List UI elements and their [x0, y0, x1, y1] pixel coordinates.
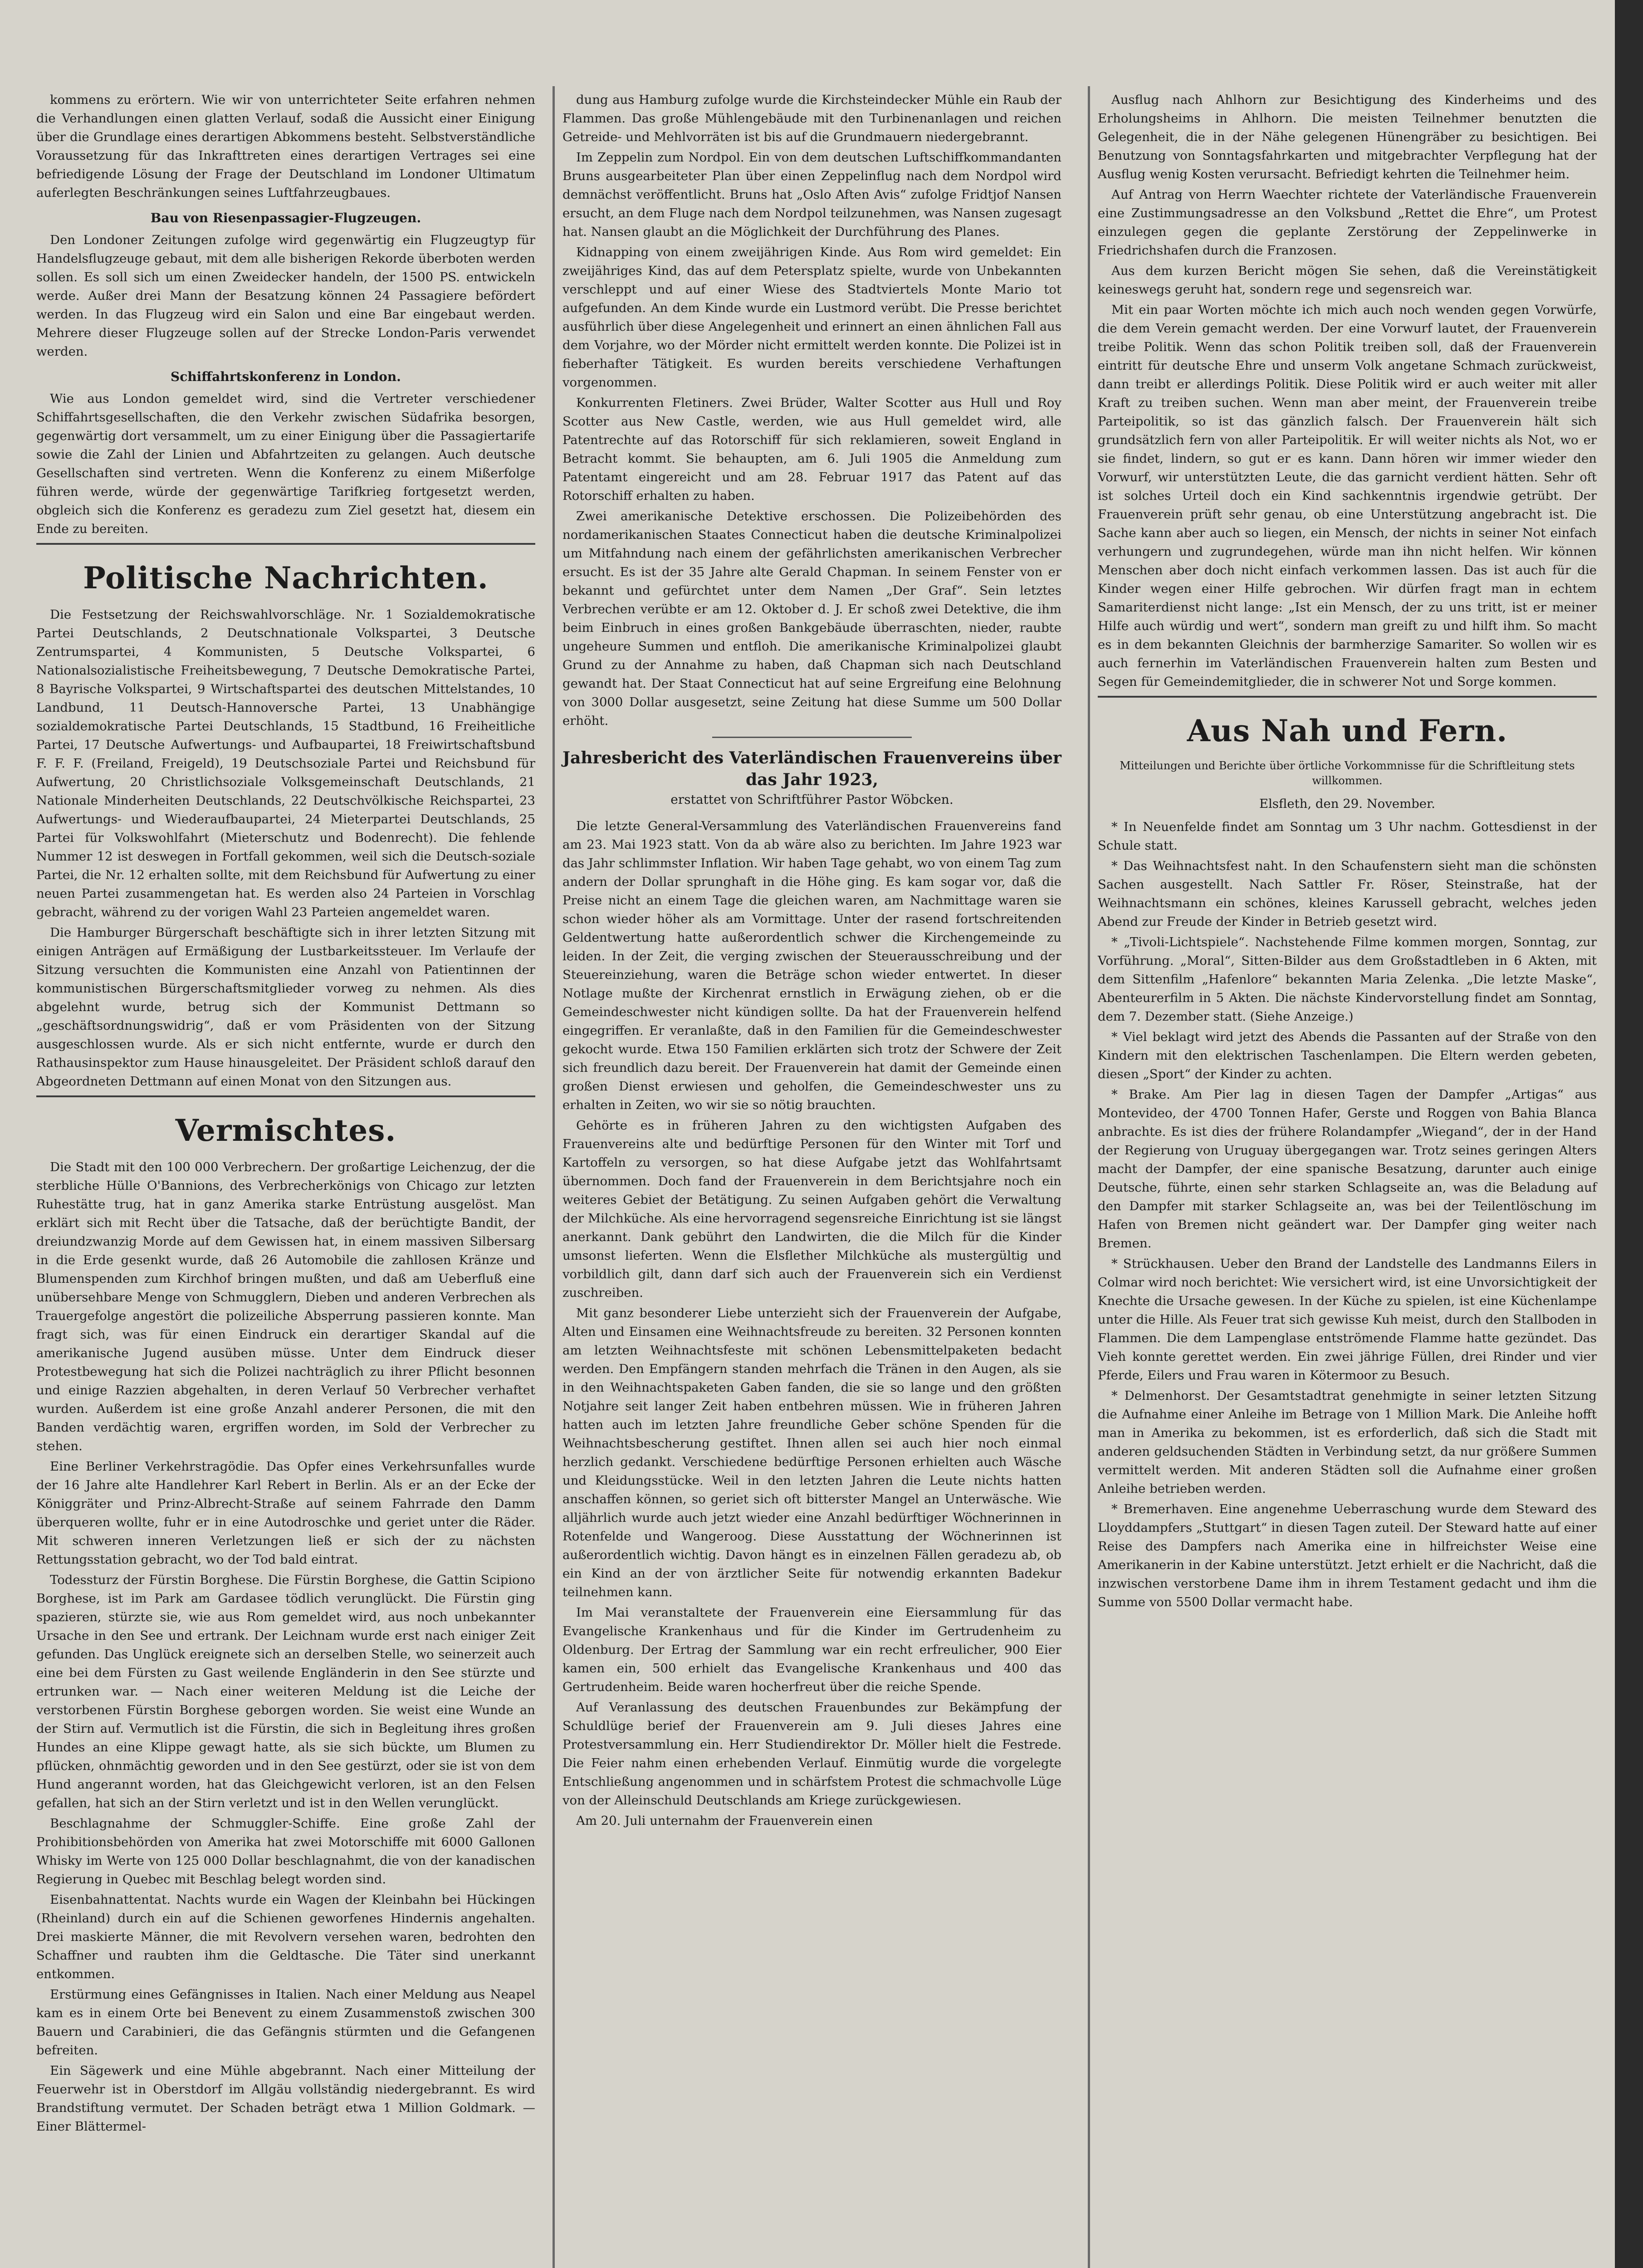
article-heading: Bau von Riesenpassagier-Flugzeugen. [150, 210, 421, 225]
article-paragraph: Die Hamburger Bürgerschaft beschäftigte sich in ihrer letzten Sitzung mit einigen Anträgen auf Ermäßigung der Lustbarkeitssteuer. Im Verlaufe der Sitzung versuchten die Kommunisten eine Anzahl von Patientinnen der kommunistischen Bürgerschaftsmitglieder vorweg zu nehmen. Als dies abgelehnt wurde, betrug sich der Kommunist Dettmann so „geschäftsordnungswidrig“, daß er vom Präsidenten von der Sitzung ausgeschlossen wurde. Als er sich nicht entfernte, wurde er durch den Rathausinspektor zum Hause hinausgeleitet. Der Präsident schloß darauf den Abgeordneten Dettmann auf einen Monat von den Sitzungen aus. [36, 925, 535, 1089]
article-paragraph: Den Londoner Zeitungen zufolge wird gegenwärtig ein Flugzeugtyp für Handelsflugzeuge gebaut, mit dem alle bisherigen Rekorde überboten werden sollen. Es soll sich um einen Zweidecker handeln, der 1500 PS. entwickeln werde. Außer drei Mann der Besatzung können 24 Passagiere befördert werden. In das Flugzeug wird ein Salon und eine Bar eingebaut werden. Mehrere dieser Flugzeuge sollen auf der Strecke London-Paris verwendet werden. [36, 233, 535, 359]
article-paragraph: dung aus Hamburg zufolge wurde die Kirchsteindecker Mühle ein Raub der Flammen. Das große Mühlengebäude mit den Turbinenanlagen und reichen Getreide- und Mehlvorräten ist bis auf die Grundmauern niedergebrannt. [562, 93, 1061, 144]
section-divider [36, 1095, 535, 1097]
news-item: * Das Weihnachtsfest naht. In den Schaufenstern sieht man die schönsten Sachen ausgestellt. Nach Sattler Fr. Röser, Steinstraße, hat der Weihnachtsmann ein schönes, kleines Karussell gebracht, welches jeden Abend zur Freude der Kinder in Betrieb gesetzt wird. [1098, 859, 1597, 929]
article-separator [712, 737, 912, 738]
article-heading: Schiffahrtskonferenz in London. [171, 369, 401, 384]
news-item: * „Tivoli-Lichtspiele“. Nachstehende Filme kommen morgen, Sonntag, zur Vorführung. „Moral“, Sitten-Bilder aus dem Großstadtleben in 6 Akten, mit dem Sittenfilm „Hafenlore“ bekannten Maria Zelenka. „Die letzte Maske“, Abenteurerfilm in 5 Akten. Die nächste Kindervorstellung findet am Sonntag, dem 7. Dezember statt. (Siehe Anzeige.) [1098, 935, 1597, 1024]
report-byline: erstattet von Schriftführer Pastor Wöbcken. [670, 792, 954, 807]
article-paragraph: Zwei amerikanische Detektive erschossen. Die Polizeibehörden des nordamerikanischen Staates Connecticut haben die deutsche Kriminalpolizei um Mitfahndung nach einem der gefährlichsten amerikanischen Verbrecher ersucht. Es ist der 35 Jahre alte Gerald Chapman. In seinem Fenster von er bekannt und gefürchtet unter dem Namen „Der Graf“. Sein letztes Verbrechen verübte er am 12. Oktober d. J. Er schoß zwei Detektive, die ihm beim Einbruch in eines großen Bankgebäude überraschten, nieder, raubte ungeheure Summen und entfloh. Die amerikanische Kriminalpolizei glaubt Grund zu der Annahme zu haben, daß Chapman sich nach Deutschland gewandt hat. Der Staat Connecticut hat auf seine Ergreifung eine Belohnung von 3000 Dollar ausgesetzt, seine Zeitung hat diese Summe um 500 Dollar erhöht. [562, 509, 1061, 728]
section-title-local: Aus Nah und Fern. [1187, 713, 1508, 748]
article-paragraph: Beschlagnahme der Schmuggler-Schiffe. Eine große Zahl der Prohibitionsbehörden von Amerika hat zwei Motorschiffe mit 6000 Gallonen Whisky im Werte von 125 000 Dollar beschlagnahmt, die von der kanadischen Regierung in Quebec mit Beschlag belegt worden sind. [36, 1816, 535, 1887]
column-rule [1088, 86, 1090, 2268]
article-paragraph: Eine Berliner Verkehrstragödie. Das Opfer eines Verkehrsunfalles wurde der 16 Jahre alte Handlehrer Karl Rebert in Berlin. Als er an der Ecke der Königgräter und Prinz-Albrecht-Straße auf seinem Fahrrade den Damm überqueren wollte, fuhr er in eine Autodroschke und geriet unter die Räder. Mit schweren inneren Verletzungen ließ er sich der zu nächsten Rettungsstation gebracht, wo der Tod bald eintrat. [36, 1459, 535, 1567]
column-rule [553, 86, 555, 2268]
article-paragraph: Im Zeppelin zum Nordpol. Ein von dem deutschen Luftschiffkommandanten Bruns ausgearbeiteter Plan über einen Zeppelinflug nach dem Nordpol wird demnächst veröffentlicht. Bruns hat „Oslo Aften Avis“ zufolge Fridtjof Nansen ersucht, an dem Fluge nach dem Nordpol teilzunehmen, was Nansen zugesagt hat. Nansen glaubt an die Möglichkeit der Durchführung des Planes. [562, 150, 1061, 239]
section-divider [36, 543, 535, 545]
article-paragraph: Todessturz der Fürstin Borghese. Die Fürstin Borghese, die Gattin Scipiono Borghese, ist im Park am Gardasee tödlich verunglückt. Die Fürstin ging spazieren, stürzte sie, wie aus Rom gemeldet wird, aus noch unbekannter Ursache in den See und ertrank. Der Leichnam wurde erst nach einiger Zeit gefunden. Das Unglück ereignete sich an derselben Stelle, wo seinerzeit auch eine bei dem Fürsten zu Gast weilende Engländerin in den See stürzte und ertrunken war. — Nach einer weiteren Meldung ist die Leiche der verstorbenen Fürstin Borghese geborgen worden. Sie weist eine Wunde an der Stirn auf. Vermutlich ist die Fürstin, die sich in Begleitung ihres großen Hundes an eine Klippe gewagt hatte, als sie sich bückte, um Blumen zu pflücken, ohnmächtig geworden und in den See gestürzt, oder sie ist von dem Hund angerannt worden, hat das Gleichgewicht verloren, ist an den Felsen gefallen, hat sich an der Stirn verletzt und ist in den Wellen verunglückt. [36, 1573, 535, 1810]
article-paragraph: Eisenbahnattentat. Nachts wurde ein Wagen der Kleinbahn bei Hückingen (Rheinland) durch ein auf die Schienen geworfenes Hindernis angehalten. Drei maskierte Männer, die mit Revolvern versehen waren, bedrohten den Schaffner und raubten ihm die Geldtasche. Die Täter sind unerkannt entkommen. [36, 1892, 535, 1981]
section-title-misc: Vermischtes. [175, 1113, 396, 1148]
news-item: * Strückhausen. Ueber den Brand der Landstelle des Landmanns Eilers in Colmar wird noch berichtet: Wie versichert wird, ist eine Unvorsichtigkeit der Knechte die Ursache gewesen. In der Küche zu spielen, ist eine Küchenlampe unter die Hille. Als Feuer trat sich gewisse Kuh meist, durch den Stallboden in Flammen. Die dem Lampenglase entströmende Flamme hatte gezündet. Das Vieh konnte gerettet werden. Ein zwei jährige Füllen, drei Rinder und vier Pferde, Eilers und Frau waren in Kötermoor zu Besuch. [1098, 1256, 1597, 1383]
section-intro: Mitteilungen und Berichte über örtliche Vorkommnisse für die Schriftleitung stets willkommen. [1120, 759, 1575, 787]
article-paragraph: Ein Sägewerk und eine Mühle abgebrannt. Nach einer Mitteilung der Feuerwehr ist in Oberstdorf im Allgäu vollständig niedergebrannt. Es wird Brandstiftung vermutet. Der Schaden beträgt etwa 1 Million Goldmark. — Einer Blättermel- [36, 2063, 535, 2134]
section-title-politics: Politische Nachrichten. [83, 560, 489, 596]
article-paragraph: Kidnapping von einem zweijährigen Kinde. Aus Rom wird gemeldet: Ein zweijähriges Kind, das auf dem Petersplatz spielte, wurde von Unbekannten verschleppt und auf einer Wiese des Stadtviertels Monte Mario tot aufgefunden. An dem Kinde wurde ein Lustmord verübt. Die Presse berichtet ausführlich über diese Angelegenheit und erinnert an einen ähnlichen Fall aus dem Vorjahre, wo der Mörder nicht ermittelt werden konnte. Die Polizei ist in fieberhafter Tätigkeit. Es wurden bereits verschiedene Verhaftungen vorgenommen. [562, 245, 1061, 390]
news-item: * In Neuenfelde findet am Sonntag um 3 Uhr nachm. Gottesdienst in der Schule statt. [1098, 820, 1597, 853]
column-1 [36, 91, 535, 2138]
article-paragraph: Mit ganz besonderer Liebe unterzieht sich der Frauenverein der Aufgabe, Alten und Einsamen eine Weihnachtsfreude zu bereiten. 32 Personen konnten am letzten Weihnachtsfeste mit schönen Lebensmittelpaketen bedacht werden. Den Empfängern standen mehrfach die Tränen in den Augen, als sie in den Weihnachtspaketen Gaben fanden, die sie so lange und den größten Notjahre seit langer Zeit haben entbehren müssen. Wie in früheren Jahren hatten auch im letzten Jahre freundliche Geber schöne Spenden für die Weihnachtsbescherung gestiftet. Ihnen allen sei auch hier noch einmal herzlich gedankt. Verschiedene bedürftige Personen erhielten auch Wäsche und Kleidungsstücke. Weil in den letzten Jahren die Leute nichts hatten anschaffen können, so geriet sich oft bitterster Mangel an Unterwäsche. Wie alljährlich wurde auch jetzt wieder eine Anzahl bedürftiger Wöchnerinnen in Rotenfelde und Wangeroog. Diese Ausstattung der Wöchnerinnen ist außerordentlich wichtig. Davon hängt es in einzelnen Fällen geradezu ab, ob ein Kind an der von ärztlicher Seite für notwendig erkannten Badekur teilnehmen kann. [562, 1306, 1061, 1599]
article-paragraph: Die Stadt mit den 100 000 Verbrechern. Der großartige Leichenzug, der die sterbliche Hülle O'Bannions, des Verbrecherkönigs von Chicago zur letzten Ruhestätte trug, hat in ganz Amerika starke Entrüstung ausgelöst. Man erklärt sich mit Recht über die Tatsache, daß der berüchtigte Bandit, der dreiundzwanzig Morde auf dem Gewissen hat, in einem massiven Silbersarg in die Erde gesenkt wurde, daß 26 Automobile die zahllosen Kränze und Blumenspenden zum Kirchhof bringen mußten, und daß am Ueberfluß eine unübersehbare Menge von Schmugglern, Dieben und anderen Verbrechen als Trauergefolge angestört die polizeiliche Absperrung passieren konnte. Man fragt sich, was für einen Eindruck ein derartiger Skandal auf die amerikanische Jugend ausüben müsse. Unter dem Eindruck dieser Protestbewegung hat sich die Polizei nachträglich zu ihrer Pflicht besonnen und einige Razzien abgehalten, in deren Verlauf 50 Verbrecher verhaftet wurden. Außerdem ist eine große Anzahl anderer Personen, die mit den Banden verdächtig waren, ergriffen worden, im Sold der Verbrecher zu stehen. [36, 1160, 535, 1453]
news-item: * Brake. Am Pier lag in diesen Tagen der Dampfer „Artigas“ aus Montevideo, der 4700 Tonnen Hafer, Gerste und Roggen von Bahia Blanca anbrachte. Es ist dies der frühere Rolandampfer „Wiegand“, der in der Hand der Regierung von Uruguay übergegangen war. Trotz seines geringen Alters macht der Dampfer, der eine spanische Besatzung, darunter auch einige Deutsche, führte, einen sehr starken Schlagseite an, was die Beladung auf den Dampfer mit starker Schlagseite an, was bei der Teilentlöschung im Hafen von Bremen nicht geändert war. Der Dampfer ging weiter nach Bremen. [1098, 1087, 1597, 1251]
article-paragraph: Erstürmung eines Gefängnisses in Italien. Nach einer Meldung aus Neapel kam es in einem Orte bei Benevent zu einem Zusammenstoß zwischen 300 Bauern und Carabinieri, die das Gefängnis stürmten und die Gefangenen befreiten. [36, 1987, 535, 2058]
article-paragraph: kommens zu erörtern. Wie wir von unterrichteter Seite erfahren nehmen die Verhandlungen einen glatten Verlauf, sodaß die Aussicht einer Einigung über die Grundlage eines derartigen Abkommens besteht. Selbstverständliche Voraussetzung für das Inkrafttreten eines derartigen Vertrages sei eine befriedigende Lösung der Frage der Deutschland im Londoner Ultimatum auferlegten Beschränkungen seines Luftfahrzeugbaues. [36, 93, 535, 200]
dateline: Elsfleth, den 29. November. [1259, 797, 1435, 811]
article-paragraph: Die letzte General-Versammlung des Vaterländischen Frauenvereins fand am 23. Mai 1923 statt. Von da ab wäre also zu berichten. Im Jahre 1923 war das Jahr schlimmster Inflation. Wir haben Tage gehabt, wo von einem Tag zum andern der Dollar sprunghaft in die Höhe ging. Es kam sogar vor, daß die Preise nicht an einem Tage die gleichen waren, am Nachmittage waren sie schon wieder höher als am Vormittage. Unter der rasend fortschreitenden Geldentwertung hatte außerordentlich schwer die Kirchengemeinde zu leiden. In der Zeit, die verging zwischen der Steuerausschreibung und der Steuereinziehung, waren die Beträge schon wieder entwertet. In dieser Notlage mußte der Kirchenrat ernstlich in Erwägung ziehen, ob er die Gemeindeschwester nicht kündigen sollte. Da hat der Frauenverein helfend eingegriffen. Er veranlaßte, daß in den Familien für die Gemeindeschwester gekocht wurde. Etwa 150 Familien erklärten sich trotz der Schwere der Zeit sich freundlich dazu bereit. Der Frauenverein hat damit der Gemeinde einen großen Dienst erwiesen und geholfen, die Gemeindeschwester uns zu erhalten in Zeiten, wo wir sie so nötig brauchten. [562, 819, 1061, 1112]
article-paragraph: Wie aus London gemeldet wird, sind die Vertreter verschiedener Schiffahrtsgesellschaften, die den Verkehr zwischen Südafrika besorgen, gegenwärtig dort versammelt, um zu einer Einigung über die Passagiertarife sowie die Zahl der Linien und Abfahrtzeiten zu gelangen. Auch deutsche Gesellschaften sind vertreten. Wenn die Konferenz zu einem Mißerfolge führen werde, würde der gegenwärtige Tarifkrieg fortgesetzt werden, obgleich sich die Konferenz es geradezu zum Ziel gesetzt hat, diesem ein Ende zu bereiten. [36, 391, 535, 536]
news-item: * Bremerhaven. Eine angenehme Ueberraschung wurde dem Steward des Lloyddampfers „Stuttgart“ in diesen Tagen zuteil. Der Steward hatte auf einer Reise des Dampfers nach Amerika eine in hilfreichster Weise eine Amerikanerin in der Kabine unterstützt. Jetzt erhielt er die Nachricht, daß die inzwischen verstorbene Dame ihm in ihrem Testament gedacht und ihm die Summe von 5500 Dollar vermacht habe. [1098, 1502, 1597, 1609]
article-paragraph: Ausflug nach Ahlhorn zur Besichtigung des Kinderheims und des Erholungsheims in Ahlhorn. Die meisten Teilnehmer benutzten die Gelegenheit, die in der Nähe gelegenen Hünengräber zu besichtigen. Bei Benutzung von Sonntagsfahrkarten und mitgebrachter Verpflegung hat der Ausflug wenig Kosten verursacht. Befriedigt kehrten die Teilnehmer heim. [1098, 93, 1597, 181]
article-paragraph: Auf Antrag von Herrn Waechter richtete der Vaterländische Frauenverein eine Zustimmungsadresse an den Volksbund „Rettet die Ehre“, um Protest einzulegen gegen die geplante Zerstörung der Zeppelinwerke in Friedrichshafen durch die Franzosen. [1098, 187, 1597, 258]
article-paragraph: Im Mai veranstaltete der Frauenverein eine Eiersammlung für das Evangelische Krankenhaus und für die Kinder im Gertrudenheim zu Oldenburg. Der Ertrag der Sammlung war ein recht erfreulicher, 900 Eier kamen ein, 500 erhielt das Evangelische Krankenhaus und 400 das Gertrudenheim. Beide waren hocherfreut über die reiche Spende. [562, 1605, 1061, 1694]
article-paragraph: Gehörte es in früheren Jahren zu den wichtigsten Aufgaben des Frauenvereins alte und bedürftige Personen für den Winter mit Torf und Kartoffeln zu versorgen, so hat diese Aufgabe jetzt das Wohlfahrtsamt übernommen. Doch fand der Frauenverein in dem Berichtsjahre noch ein weiteres Gebiet der Betätigung. Zu seinen Aufgaben gehört die Verwaltung der Milchküche. Als eine hervorragend segensreiche Einrichtung ist sie längst anerkannt. Dank gebührt den Landwirten, die die Milch für die Kinder umsonst lieferten. Wenn die Elsflether Milchküche als mustergültig und vorbildlich gilt, dann darf sich auch der Frauenverein sich ein Verdienst zuschreiben. [562, 1118, 1061, 1300]
article-paragraph: Am 20. Juli unternahm der Frauenverein einen [576, 1813, 873, 1828]
column-3 [1098, 91, 1597, 1613]
article-paragraph: Auf Veranlassung des deutschen Frauenbundes zur Bekämpfung der Schuldlüge berief der Frauenverein am 9. Juli dieses Jahres eine Protestversammlung ein. Herr Studiendirektor Dr. Möller hielt die Festrede. Die Feier nahm einen erhebenden Verlauf. Einmütig wurde die vorgelegte Entschließung angenommen und in schärfstem Protest die schmachvolle Lüge von der Alleinschuld Deutschlands am Kriege zurückgewiesen. [562, 1700, 1061, 1808]
article-paragraph: Die Festsetzung der Reichswahlvorschläge. Nr. 1 Sozialdemokratische Partei Deutschlands, 2 Deutschnationale Volkspartei, 3 Deutsche Zentrumspartei, 4 Kommunisten, 5 Deutsche Volkspartei, 6 Nationalsozialistische Freiheitsbewegung, 7 Deutsche Demokratische Partei, 8 Bayrische Volkspartei, 9 Wirtschaftspartei des deutschen Mittelstandes, 10 Landbund, 11 Deutsch-Hannoversche Partei, 13 Unabhängige sozialdemokratische Partei Deutschlands, 15 Stadtbund, 16 Freiheitliche Partei, 17 Deutsche Aufwertungs- und Aufbaupartei, 18 Freiwirtschaftsbund F. F. F. (Freiland, Freigeld), 19 Deutschsoziale Partei und Reichsbund für Aufwertung, 20 Christlichsoziale Volksgemeinschaft Deutschlands, 21 Nationale Minderheiten Deutschlands, 22 Deutschvölkische Reichspartei, 23 Aufwertungs- und Wiederaufbaupartei, 24 Mieterpartei Deutschlands, 25 Partei für Volkswohlfahrt (Mieterschutz und Bodenrecht). Die fehlende Nummer 12 ist deswegen in Fortfall gekommen, weil sich die Deutsch-soziale Partei, die Nr. 12 erhalten sollte, mit dem Reichsbund für Aufwertung zu einer neuen Partei zusammengetan hat. Es werden also 24 Parteien in Vorschlag gebracht, während zu der vorigen Wahl 23 Parteien angemeldet waren. [36, 607, 535, 919]
column-2 [562, 91, 1061, 1832]
scan-border [1615, 0, 1643, 2268]
article-paragraph: Aus dem kurzen Bericht mögen Sie sehen, daß die Vereinstätigkeit keineswegs geruht hat, sondern rege und segensreich war. [1098, 264, 1597, 297]
news-item: * Viel beklagt wird jetzt des Abends die Passanten auf der Straße von den Kindern mit den elektrischen Taschenlampen. Die Eltern werden gebeten, diesen „Sport“ der Kinder zu achten. [1098, 1030, 1597, 1081]
report-title: Jahresbericht des Vaterländischen Frauenvereins über das Jahr 1923, [562, 748, 1062, 789]
section-divider [1098, 696, 1597, 698]
article-paragraph: Mit ein paar Worten möchte ich mich auch noch wenden gegen Vorwürfe, die dem Verein gemacht werden. Der eine Vorwurf lautet, der Frauenverein treibe Politik. Wenn das schon Politik treiben soll, daß der Frauenverein eintritt für deutsche Ehre und unserm Volk angetane Schmach zurückweist, dann treibt er allerdings Politik. Diese Politik wird er auch weiter mit aller Kraft zu treiben suchen. Wenn man aber meint, der Frauenverein treibe Parteipolitik, so ist das gänzlich falsch. Der Frauenverein hält sich grundsätzlich fern von aller Parteipolitik. Er will weiter nichts als Not, wo er sie findet, lindern, so gut er es kann. Dann hören wir immer wieder den Vorwurf, wir unterstützten Leute, die das garnicht verdient hätten. Sehr oft ist solches Urteil doch ein Kind sachkenntnis irgendwie getrübt. Der Frauenverein prüft sehr genau, ob eine Unterstützung angebracht ist. Die Sache kann aber auch so liegen, ein Mensch, der nichts in seiner Not einfach verhungern und zugrundegehen, würde man ihn nicht helfen. Wir können Menschen aber doch nicht einfach verkommen lassen. Das ist auch für die Kinder wegen einer Hilfe gebrochen. Wir dürfen fragt man in echtem Samariterdienst nicht lange: „Ist ein Mensch, der zu uns tritt, ist er meiner Hilfe auch würdig und wert“, sondern man greift zu und hilft ihm. So macht es in dem bekannten Gleichnis der barmherzige Samariter. So wollen wir es auch fernerhin im Vaterländischen Frauenverein halten zum Besten und Segen für Gemeindemitglieder, die in schwerer Not und Sorge kommen. [1098, 303, 1597, 689]
article-paragraph: Konkurrenten Fletiners. Zwei Brüder, Walter Scotter aus Hull und Roy Scotter aus New Castle, werden, wie aus Hull gemeldet wird, alle Patentrechte auf das Rotorschiff für sich reklamieren, soweit England in Betracht kommt. Sie behaupten, am 6. Juli 1905 die Anmeldung zum Patentamt eingereicht und am 28. Februar 1917 das Patent auf das Rotorschiff erhalten zu haben. [562, 396, 1061, 503]
news-item: * Delmenhorst. Der Gesamtstadtrat genehmigte in seiner letzten Sitzung die Aufnahme einer Anleihe im Betrage von 1 Million Mark. Die Anleihe hofft man in Amerika zu bekommen, ist es erforderlich, daß sich die Stadt mit anderen geldsuchenden Städten in Verbindung setzt, da nur größere Summen vermittelt werden. Mit anderen Städten soll die Aufnahme einer großen Anleihe betrieben werden. [1098, 1388, 1597, 1496]
